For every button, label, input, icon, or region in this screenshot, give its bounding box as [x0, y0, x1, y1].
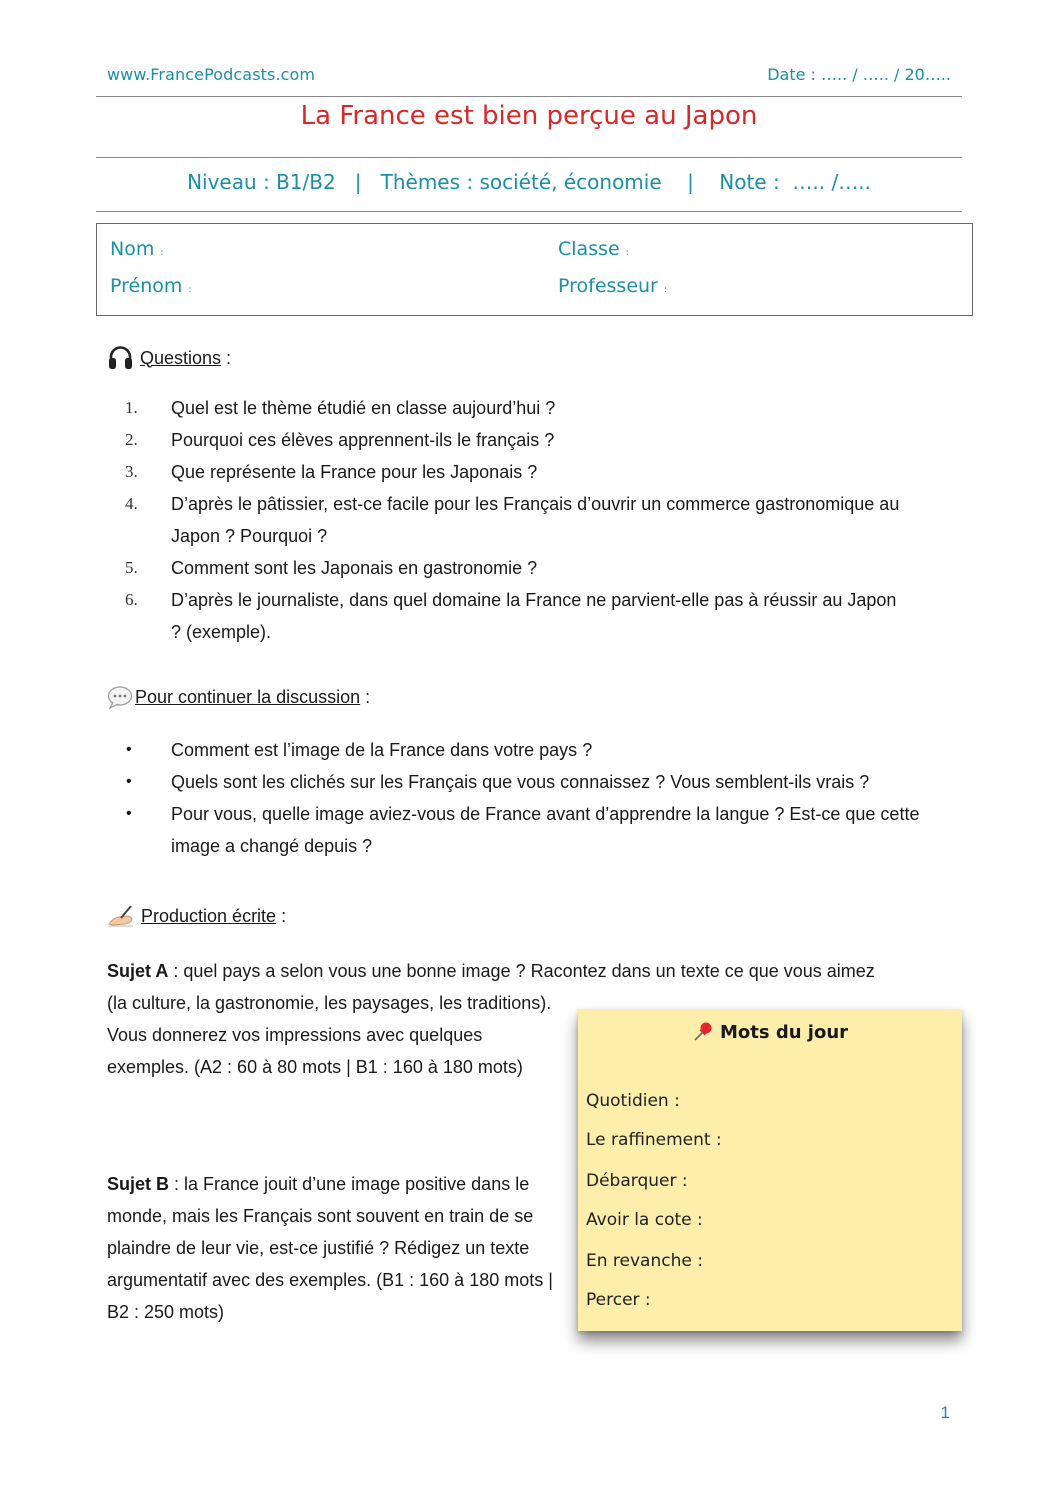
pushpin-icon	[692, 1021, 714, 1043]
classe-label: Classe	[558, 238, 620, 260]
divider	[96, 211, 962, 212]
list-item	[107, 734, 947, 766]
question-text: D’après le pâtissier, est-ce facile pour les Français d’ouvrir un commerce gastronomique au Japon ? Pourquoi ?	[171, 494, 900, 546]
item-number: 3.	[125, 462, 138, 481]
level-themes-note-line: Niveau : B1/B2 | Thèmes : société, économie | Note : ….. /…..	[187, 170, 871, 194]
sujet-a-text-cont: (la culture, la gastronomie, les paysages, les traditions). Vous donnerez vos impressions avec quelques exemples. (A2 : 60 à 80 mots | B1 : 160 à 180 mots)	[107, 993, 552, 1077]
list-item	[107, 584, 947, 648]
heading-colon: :	[360, 686, 371, 707]
list-item	[107, 488, 947, 552]
colon: :	[188, 285, 192, 295]
nom-label: Nom	[110, 238, 155, 260]
item-number: 1.	[125, 398, 138, 417]
discussion-heading	[107, 685, 370, 709]
questions-heading	[107, 345, 231, 371]
nom-field[interactable]	[110, 238, 163, 260]
sujet-a-text: : quel pays a selon vous une bonne image ? Racontez dans un texte ce que vous aimez	[168, 961, 875, 981]
note-title	[578, 1021, 962, 1043]
bullet: •	[126, 805, 132, 822]
vocab-item: Percer :	[586, 1290, 651, 1310]
sujet-b-label: Sujet B	[107, 1174, 170, 1194]
date-field: Date : ….. / ….. / 20…..	[767, 65, 951, 84]
discussion-list	[107, 734, 947, 862]
list-item	[107, 552, 947, 584]
colon: :	[663, 285, 667, 295]
list-item	[107, 456, 947, 488]
discussion-title: Pour continuer la discussion	[135, 686, 361, 707]
heading-colon: :	[276, 905, 287, 926]
speech-bubble-icon	[107, 685, 133, 709]
sujet-b-text: : la France jouit d’une image positive dans le monde, mais les Français sont souvent en train de se plaindre de leur vie, est-ce justifié ? Rédigez un texte argumentatif avec des exemples. (B1 : 160 à 180 mots | B2 : 250 mots)	[107, 1174, 553, 1322]
item-number: 4.	[125, 494, 138, 513]
mots-du-jour-note	[578, 1009, 962, 1331]
bullet: •	[126, 773, 132, 790]
discussion-text: Pour vous, quelle image aviez-vous de France avant d’apprendre la langue ? Est-ce que cette image a changé depuis ?	[171, 804, 920, 856]
question-text: Quel est le thème étudié en classe aujourd’hui ?	[171, 398, 556, 418]
item-number: 6.	[125, 590, 138, 609]
list-item	[107, 392, 947, 424]
headphones-icon	[107, 345, 134, 371]
question-text: Que représente la France pour les Japonais ?	[171, 462, 538, 482]
student-info-box	[96, 223, 973, 316]
production-title: Production écrite	[141, 905, 277, 926]
item-number: 2.	[125, 430, 138, 449]
question-text: D’après le journaliste, dans quel domaine la France ne parvient-elle pas à réussir au Japon ? (exemple).	[171, 590, 897, 642]
divider	[96, 96, 962, 97]
discussion-text: Comment est l’image de la France dans votre pays ?	[171, 740, 593, 760]
sujet-b	[107, 1168, 559, 1328]
bullet: •	[126, 741, 132, 758]
question-text: Pourquoi ces élèves apprennent-ils le français ?	[171, 430, 555, 450]
colon: :	[625, 248, 629, 258]
vocab-item: Avoir la cote :	[586, 1210, 703, 1230]
heading-colon: :	[221, 347, 232, 368]
production-heading	[107, 904, 286, 928]
vocab-item: En revanche :	[586, 1251, 703, 1271]
classe-field[interactable]	[558, 238, 629, 260]
professeur-field[interactable]	[558, 275, 667, 297]
vocab-item: Le raffinement :	[586, 1130, 722, 1150]
questions-list	[107, 392, 947, 648]
divider	[96, 157, 962, 158]
discussion-text: Quels sont les clichés sur les Français que vous connaissez ? Vous semblent-ils vrais ?	[171, 772, 870, 792]
prenom-field[interactable]	[110, 275, 191, 297]
sujet-a-line1	[107, 955, 957, 987]
site-url[interactable]: www.FrancePodcasts.com	[107, 65, 316, 84]
writing-hand-icon	[107, 904, 135, 928]
page-number: 1	[940, 1403, 950, 1422]
list-item	[107, 766, 947, 798]
sujet-a-label: Sujet A	[107, 961, 169, 981]
list-item	[107, 798, 947, 862]
professeur-label: Professeur	[558, 275, 658, 297]
vocab-item: Quotidien :	[586, 1091, 680, 1111]
questions-title: Questions	[140, 347, 222, 368]
sujet-a-rest	[107, 987, 552, 1083]
colon: :	[160, 248, 164, 258]
question-text: Comment sont les Japonais en gastronomie ?	[171, 558, 538, 578]
prenom-label: Prénom	[110, 275, 183, 297]
note-title-text: Mots du jour	[719, 1021, 849, 1043]
page-title: La France est bien perçue au Japon	[300, 101, 758, 131]
list-item	[107, 424, 947, 456]
item-number: 5.	[125, 558, 138, 577]
vocab-item: Débarquer :	[586, 1171, 688, 1191]
